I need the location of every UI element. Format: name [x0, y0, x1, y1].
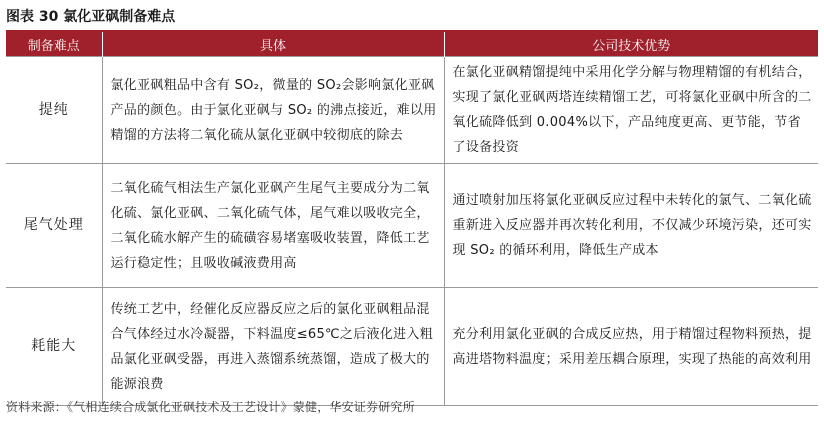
row-category: 耗能大: [6, 288, 102, 406]
row-advantage: 充分利用氯化亚砜的合成反应热，用于精馏过程物料预热，提高进塔物料温度；采用差压耦合原理，实现了热能的高效利用: [444, 288, 818, 406]
column-header-detail: 具体: [102, 32, 444, 57]
table-row: [6, 164, 818, 288]
row-advantage: 在氯化亚砜精馏提纯中采用化学分解与物理精馏的有机结合，实现了氯化亚砜两塔连续精馏工艺，可将氯化亚砜中所含的二氧化硫降低到 0.004%以下，产品纯度更高、更节能，节省了设备投资: [444, 57, 818, 164]
row-detail: 氯化亚砜粗品中含有 SO₂，微量的 SO₂会影响氯化亚砜产品的颜色。由于氯化亚砜与 SO₂ 的沸点接近，难以用精馏的方法将二氧化硫从氯化亚砜中较彻底的除去: [102, 57, 444, 164]
row-category: 尾气处理: [6, 164, 102, 288]
difficulties-table: [6, 32, 818, 406]
column-header-difficulty: 制备难点: [6, 32, 102, 57]
row-detail: 二氧化硫气相法生产氯化亚砜产生尾气主要成分为二氧化硫、氯化亚砜、二氧化硫气体，尾气难以吸收完全，二氧化硫水解产生的硫磺容易堵塞吸收装置，降低工艺运行稳定性；且吸收碱液费用高: [102, 164, 444, 288]
row-advantage: 通过喷射加压将氯化亚砜反应过程中未转化的氯气、二氧化硫重新进入反应器并再次转化利用，不仅减少环境污染，还可实现 SO₂ 的循环利用，降低生产成本: [444, 164, 818, 288]
row-detail: 传统工艺中，经催化反应器反应之后的氯化亚砜粗品混合气体经过水冷凝器，下料温度≤65℃之后液化进入粗品氯化亚砜受器，再进入蒸馏系统蒸馏，造成了极大的能源浪费: [102, 288, 444, 406]
column-header-advantage: 公司技术优势: [444, 32, 818, 57]
table-row: [6, 57, 818, 164]
row-category: 提纯: [6, 57, 102, 164]
source-note: 资料来源：《气相连续合成氯化亚砜技术及工艺设计》蒙健，华安证券研究所: [6, 400, 415, 414]
figure-title: 图表 30 氯化亚砜制备难点: [6, 9, 176, 25]
table-row: [6, 288, 818, 406]
table-header-row: [6, 32, 818, 57]
